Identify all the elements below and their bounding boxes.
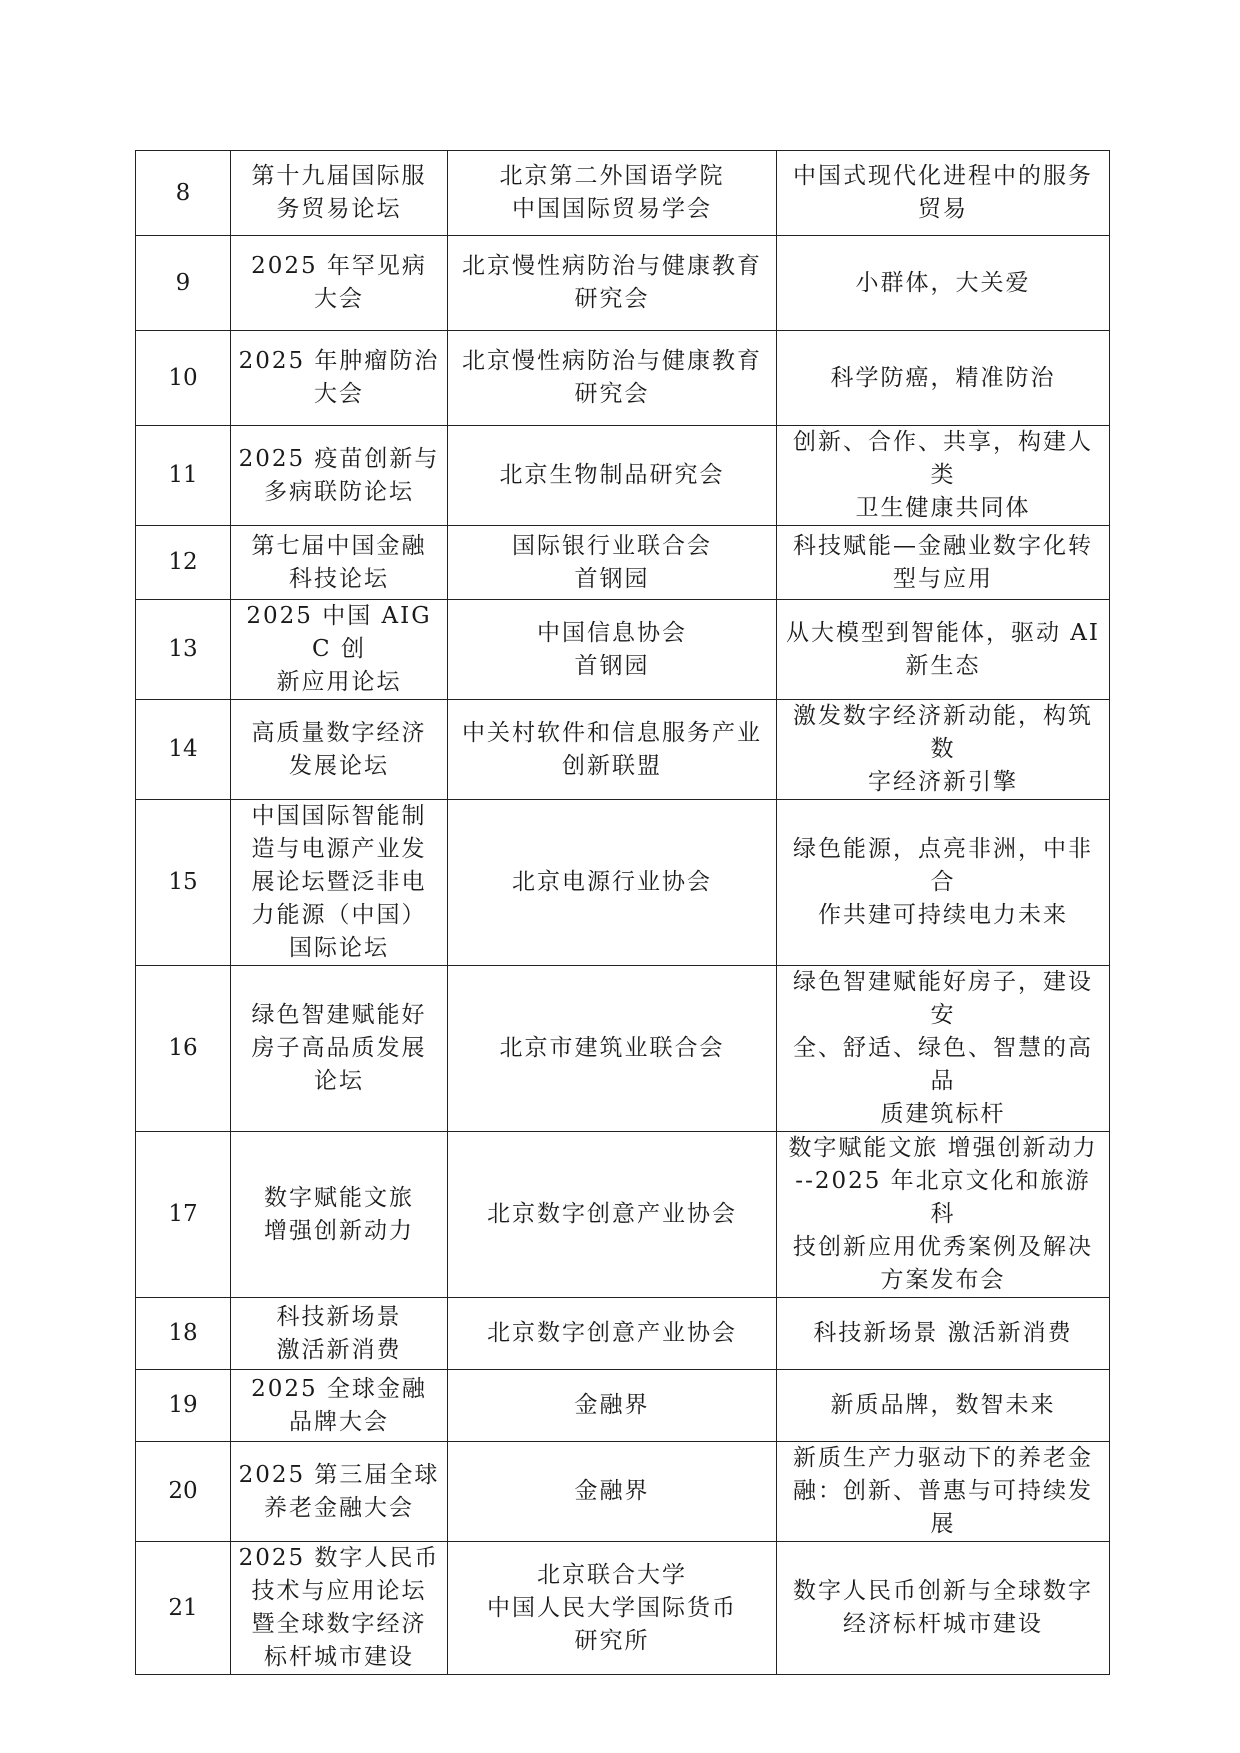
table-row (136, 426, 1110, 526)
organizer-line: 首钢园 (574, 565, 650, 592)
forum-name-cell (231, 1370, 448, 1442)
forum-name-cell (231, 600, 448, 700)
table-row (136, 1298, 1110, 1370)
theme-cell (777, 1442, 1110, 1542)
theme-line: 作共建可持续电力未来 (818, 902, 1068, 928)
forum-name-line: 养老金融大会 (264, 1494, 414, 1521)
forum-name-cell (231, 331, 448, 426)
organizer-line: 研究会 (574, 286, 650, 312)
forum-name-cell (231, 966, 448, 1132)
organizer-line: 首钢园 (574, 652, 650, 679)
organizer-line: 中国国际贸易学会 (512, 196, 712, 222)
theme-line: 贸易 (918, 196, 968, 222)
forum-name-line: 第十九届国际服 (251, 163, 427, 189)
table-body (136, 151, 1110, 1675)
theme-cell (777, 700, 1110, 800)
forum-name-line: 2025 年肿瘤防治 (238, 348, 440, 374)
table-row (136, 800, 1110, 966)
forum-name-line: 数字赋能文旅 (264, 1184, 414, 1211)
theme-line: 创新、合作、共享，构建人类 (793, 429, 1093, 488)
theme-line: 科技新场景 激活新消费 (813, 1320, 1073, 1346)
forum-name-line: 科技论坛 (289, 565, 389, 592)
theme-cell (777, 331, 1110, 426)
organizer-line: 中关村软件和信息服务产业 (462, 719, 762, 746)
forum-name-line: 增强创新动力 (264, 1217, 414, 1244)
organizer-cell (448, 1132, 777, 1298)
theme-line: 卫生健康共同体 (855, 495, 1031, 521)
organizer-cell (448, 526, 777, 600)
forum-name-line: 2025 第三届全球 (238, 1461, 440, 1488)
theme-line: 从大模型到智能体，驱动 AI (785, 619, 1100, 646)
forum-name-cell (231, 151, 448, 236)
theme-line: 绿色能源，点亮非洲，中非合 (793, 836, 1093, 895)
theme-cell (777, 600, 1110, 700)
theme-line: 融：创新、普惠与可持续发展 (793, 1478, 1093, 1537)
organizer-line: 金融界 (574, 1478, 650, 1504)
forum-name-line: 暨全球数字经济 (251, 1611, 427, 1637)
row-number: 8 (136, 151, 231, 236)
forum-name-line: 国际论坛 (289, 935, 389, 961)
row-number: 12 (136, 526, 231, 600)
table-row (136, 600, 1110, 700)
organizer-cell (448, 1442, 777, 1542)
row-number: 15 (136, 800, 231, 966)
forum-name-line: 大会 (314, 286, 364, 312)
forum-name-line: 多病联防论坛 (264, 478, 414, 505)
organizer-cell (448, 236, 777, 331)
forum-name-line: 力能源（中国） (251, 902, 427, 928)
theme-cell (777, 426, 1110, 526)
row-number: 10 (136, 331, 231, 426)
theme-line: 小群体，大关爱 (855, 269, 1031, 296)
organizer-line: 北京市建筑业联合会 (499, 1035, 725, 1061)
forum-name-line: 绿色智建赋能好 (251, 1002, 427, 1028)
forum-name-line: 2025 全球金融 (251, 1375, 427, 1402)
theme-line: 全、舒适、绿色、智慧的高品 (793, 1035, 1093, 1094)
theme-line: 新生态 (905, 652, 981, 679)
table-row (136, 526, 1110, 600)
table-row (136, 236, 1110, 331)
forum-name-line: 发展论坛 (289, 752, 389, 779)
forum-name-line: 中国国际智能制 (251, 803, 427, 829)
forum-list-table (135, 150, 1110, 1675)
forum-name-cell (231, 700, 448, 800)
forum-name-line: 2025 中国 AIGC 创 (246, 603, 432, 662)
forum-name-line: 房子高品质发展 (251, 1035, 427, 1061)
forum-name-cell (231, 426, 448, 526)
forum-name-line: 技术与应用论坛 (251, 1578, 427, 1604)
forum-name-line: 第七届中国金融 (251, 532, 427, 559)
forum-name-line: 科技新场景 (276, 1303, 402, 1330)
organizer-cell (448, 966, 777, 1132)
forum-name-line: 新应用论坛 (276, 669, 402, 695)
organizer-line: 北京联合大学 (537, 1561, 687, 1588)
theme-line: 中国式现代化进程中的服务 (793, 163, 1093, 189)
organizer-cell (448, 1298, 777, 1370)
row-number: 11 (136, 426, 231, 526)
organizer-line: 研究会 (574, 381, 650, 407)
forum-name-line: 展论坛暨泛非电 (251, 869, 427, 895)
forum-name-line: 2025 年罕见病 (251, 253, 427, 279)
organizer-cell (448, 331, 777, 426)
theme-line: 数字赋能文旅 增强创新动力 (788, 1135, 1098, 1161)
theme-line: 型与应用 (893, 565, 993, 592)
organizer-line: 北京电源行业协会 (512, 869, 712, 895)
forum-name-cell (231, 800, 448, 966)
organizer-cell (448, 600, 777, 700)
theme-line: 科学防癌，精准防治 (830, 364, 1056, 391)
theme-cell (777, 1132, 1110, 1298)
forum-name-line: 2025 疫苗创新与 (238, 445, 440, 472)
theme-line: 质建筑标杆 (880, 1101, 1006, 1127)
theme-cell (777, 1542, 1110, 1675)
organizer-line: 北京慢性病防治与健康教育 (462, 253, 762, 279)
organizer-cell (448, 1370, 777, 1442)
forum-name-cell (231, 1298, 448, 1370)
organizer-line: 北京数字创意产业协会 (487, 1201, 737, 1227)
forum-name-line: 标杆城市建设 (264, 1644, 414, 1670)
table-row (136, 966, 1110, 1132)
organizer-cell (448, 800, 777, 966)
forum-name-line: 务贸易论坛 (276, 196, 402, 222)
table-row (136, 1442, 1110, 1542)
forum-name-cell (231, 1132, 448, 1298)
forum-name-line: 2025 数字人民币 (238, 1545, 440, 1571)
forum-name-line: 造与电源产业发 (251, 836, 427, 862)
forum-name-line: 品牌大会 (289, 1408, 389, 1435)
theme-line: 绿色智建赋能好房子，建设安 (793, 969, 1093, 1028)
table-row (136, 151, 1110, 236)
forum-name-line: 大会 (314, 381, 364, 407)
theme-line: 字经济新引擎 (868, 769, 1018, 795)
theme-line: 新质生产力驱动下的养老金 (793, 1445, 1093, 1471)
theme-cell (777, 966, 1110, 1132)
forum-name-cell (231, 1542, 448, 1675)
table-row (136, 331, 1110, 426)
row-number: 21 (136, 1542, 231, 1675)
organizer-cell (448, 426, 777, 526)
theme-line: --2025 年北京文化和旅游科 (795, 1168, 1091, 1227)
row-number: 19 (136, 1370, 231, 1442)
theme-cell (777, 1370, 1110, 1442)
forum-name-cell (231, 526, 448, 600)
row-number: 16 (136, 966, 231, 1132)
theme-cell (777, 800, 1110, 966)
forum-name-line: 激活新消费 (276, 1336, 402, 1363)
organizer-line: 创新联盟 (562, 752, 662, 779)
organizer-line: 北京生物制品研究会 (499, 462, 725, 488)
organizer-line: 北京第二外国语学院 (499, 163, 725, 189)
forum-name-cell (231, 1442, 448, 1542)
row-number: 13 (136, 600, 231, 700)
row-number: 18 (136, 1298, 231, 1370)
theme-line: 经济标杆城市建设 (843, 1611, 1043, 1637)
table-row (136, 1370, 1110, 1442)
row-number: 17 (136, 1132, 231, 1298)
organizer-cell (448, 1542, 777, 1675)
table-row (136, 1132, 1110, 1298)
table-row (136, 700, 1110, 800)
theme-line: 方案发布会 (880, 1267, 1006, 1293)
organizer-line: 北京数字创意产业协会 (487, 1320, 737, 1346)
theme-line: 数字人民币创新与全球数字 (793, 1578, 1093, 1604)
row-number: 20 (136, 1442, 231, 1542)
organizer-line: 北京慢性病防治与健康教育 (462, 348, 762, 374)
row-number: 9 (136, 236, 231, 331)
theme-line: 新质品牌，数智未来 (830, 1392, 1056, 1418)
theme-line: 技创新应用优秀案例及解决 (793, 1234, 1093, 1260)
organizer-line: 研究所 (574, 1627, 650, 1654)
organizer-line: 国际银行业联合会 (512, 532, 712, 559)
organizer-cell (448, 151, 777, 236)
forum-name-line: 论坛 (314, 1068, 364, 1094)
organizer-line: 中国信息协会 (537, 619, 687, 646)
theme-cell (777, 151, 1110, 236)
organizer-line: 中国人民大学国际货币 (487, 1594, 737, 1621)
table-row (136, 1542, 1110, 1675)
theme-line: 科技赋能—金融业数字化转 (793, 532, 1093, 559)
theme-cell (777, 236, 1110, 331)
forum-name-cell (231, 236, 448, 331)
row-number: 14 (136, 700, 231, 800)
theme-cell (777, 1298, 1110, 1370)
organizer-cell (448, 700, 777, 800)
theme-line: 激发数字经济新动能，构筑数 (793, 703, 1093, 762)
organizer-line: 金融界 (574, 1392, 650, 1418)
theme-cell (777, 526, 1110, 600)
forum-name-line: 高质量数字经济 (251, 719, 427, 746)
